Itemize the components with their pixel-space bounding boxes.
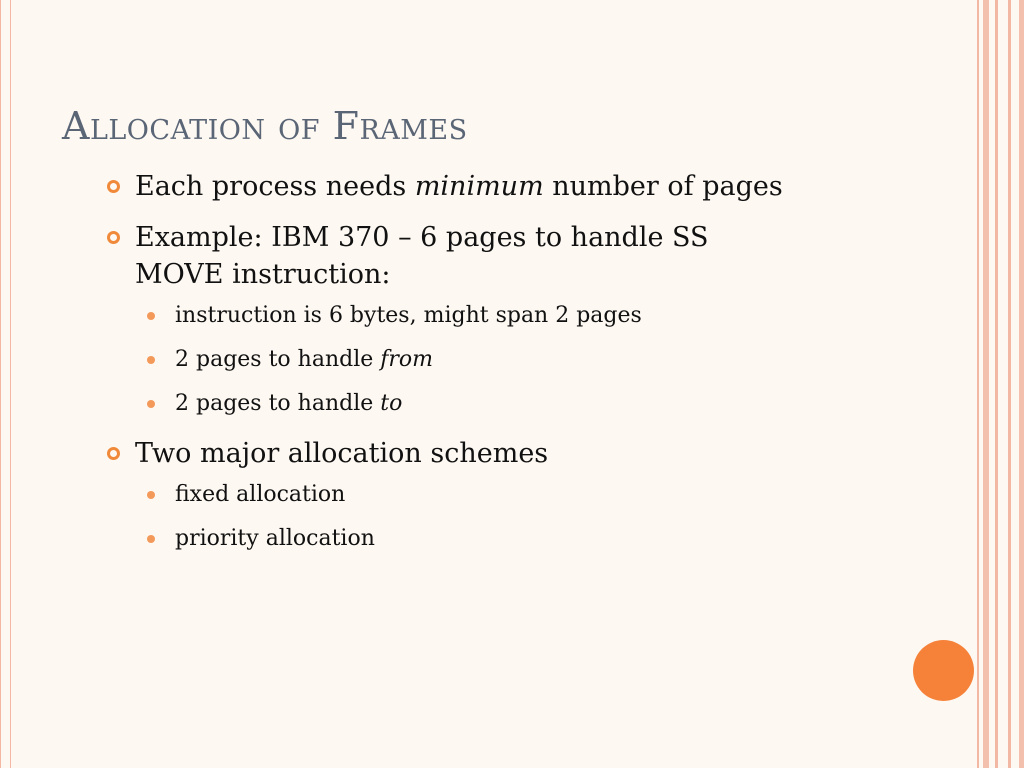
sub-bullet-fixed-allocation	[147, 480, 865, 510]
ring-bullet-icon	[107, 180, 120, 193]
sub-bullet-instruction-size	[147, 301, 865, 331]
sub-bullet-text: fixed allocation	[175, 482, 346, 507]
sub-bullet-priority-allocation	[147, 524, 865, 554]
bullet-allocation-schemes	[105, 435, 865, 472]
right-border-line-1	[977, 0, 979, 768]
right-border-line-4	[1008, 0, 1011, 768]
bullet-text: Each process needs	[135, 171, 415, 202]
bullet-text: Two major allocation schemes	[135, 438, 549, 469]
bullet-text-end: number of pages	[543, 171, 783, 202]
slide-title: Allocation of Frames	[62, 104, 468, 148]
dot-bullet-icon	[147, 535, 155, 543]
ring-bullet-icon	[107, 447, 120, 460]
sub-bullet-to	[147, 389, 865, 419]
sub-bullet-text: instruction is 6 bytes, might span 2 pages	[175, 303, 642, 328]
right-border-line-5	[1019, 0, 1024, 768]
dot-bullet-icon	[147, 400, 155, 408]
sub-bullet-text: 2 pages to handle	[175, 347, 381, 372]
sub-bullet-emphasis: from	[380, 347, 434, 372]
sub-bullet-text: priority allocation	[175, 526, 375, 551]
dot-bullet-icon	[147, 356, 155, 364]
left-inner-border-line	[10, 0, 11, 768]
bullet-emphasis: minimum	[414, 171, 544, 202]
ring-bullet-icon	[107, 231, 120, 244]
bullet-ibm-example	[105, 219, 865, 293]
right-border-line-2	[983, 0, 989, 768]
bullet-minimum-pages	[105, 168, 865, 205]
slide-content	[105, 168, 865, 568]
dot-bullet-icon	[147, 312, 155, 320]
sub-bullet-text: 2 pages to handle	[175, 391, 381, 416]
dot-bullet-icon	[147, 491, 155, 499]
bullet-text-line-1: Example: IBM 370 – 6 pages to handle SS	[135, 222, 709, 253]
sub-bullet-from	[147, 345, 865, 375]
bullet-text-line-2: MOVE instruction:	[135, 259, 391, 290]
left-border-line	[0, 0, 1, 768]
sub-bullet-emphasis: to	[380, 391, 403, 416]
decorative-orange-circle	[913, 640, 974, 701]
right-border-line-3	[995, 0, 998, 768]
